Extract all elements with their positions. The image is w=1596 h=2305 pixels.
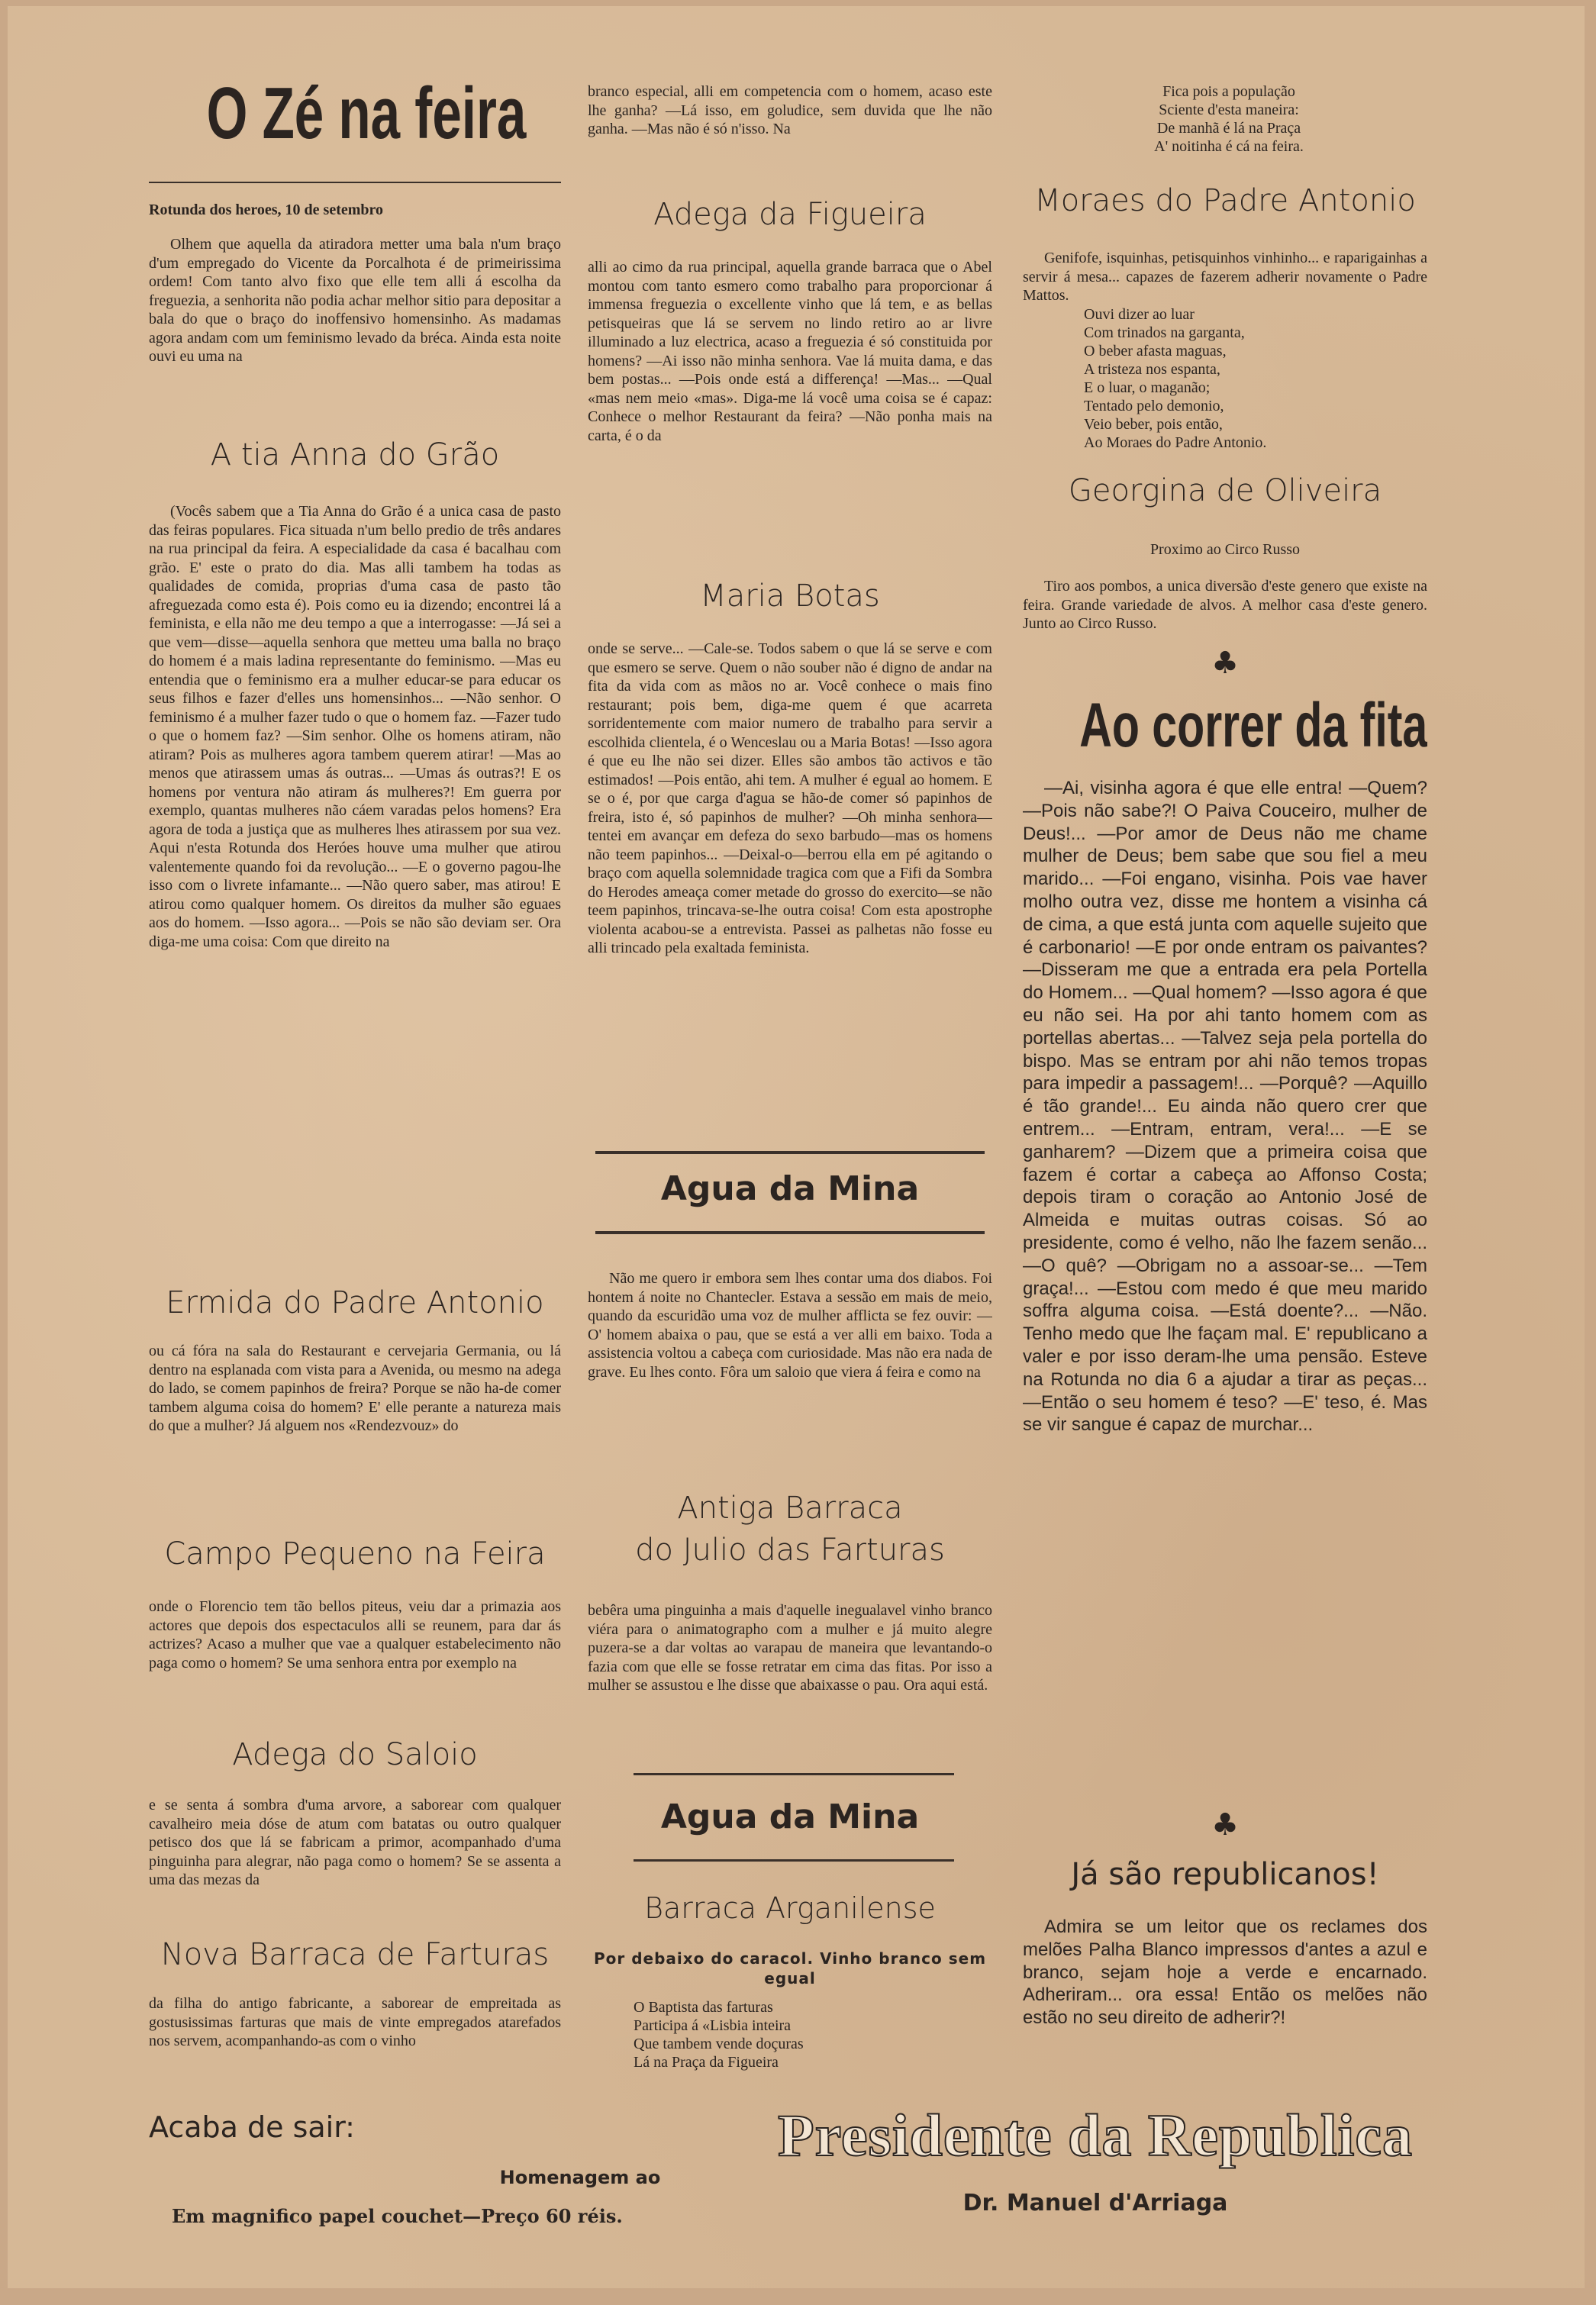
section-title-ermida: Ermida do Padre Antonio [166, 1285, 544, 1320]
section-title-barraca-arganilense: Barraca Arganilense [644, 1891, 936, 1925]
ad-agua-da-mina-2: Agua da Mina [660, 1797, 920, 1836]
section-text-nova-barraca: da filha do antigo fabricante, a saborear de empreitada as gostusissimas farturas que mais de vinte empregados atarefados nos servem, acompanhando-as com o vinho [149, 1995, 561, 2049]
section-title-campo-pequeno: Campo Pequeno na Feira [164, 1536, 546, 1572]
verse-line: Que tambem vende doçuras [634, 2036, 804, 2052]
club-ornament-icon: ♣ [1211, 646, 1239, 681]
section-title-moraes: Moraes do Padre Antonio [1034, 183, 1416, 218]
section-text-ao-correr-da-fita: —Ai, visinha agora é que elle entra! —Quem? —Pois não sabe?! O Paiva Couceiro, mulher de Deus!... —Por amor de Deus não me chame mulher de Deus; bem sabe que sou fiel a meu marido... —Foi engano, visinha. Pois vae haver molho outra vez, disse me hontem a visinha cá de cima, a que está junta com aquelle sujeito que é carbonario! —E por onde entram os paivantes? —Disseram me que a entrada era pela Portella do Homem... —Qual homem? —Isso agora é que eu não sei. Ha por ahi tanto homem com as portellas abertas... —Talvez seja pela portella do bispo. Mas se entram por ahi não temos tropas para impedir a passagem!... —Porquê? —Aquillo é tão grande!... Eu ainda não quero crer que entrem... —Entram, entram, vera!... —E se ganharem? —Dizem que a primeira coisa que fazem é cortar a cabeça ao Affonso Costa; depois tiram o coração ao Antonio José de Almeida e muitas outras coisas. Só ao presidente, como é velho, não lhe fazem senão... —O quê? —Obrigam no a assoar-se... —Tem graça!... —Estou com medo é que meu marido soffra alguma coisa. —Está doente?... —Não. Tenho medo que lhe façam mal. E' republicano a valer e por isso deram-lhe uma pensão. Esteve na Rotunda no dia 6 a ajudar a tirar as peças... —Então o seu homem é teso? —E' teso, é. Mas se vir sangue é capaz de murchar... [1023, 778, 1427, 1436]
verse-line: O beber afasta maguas, [1084, 343, 1227, 359]
ad2-rule-top [634, 1773, 954, 1775]
dateline: Rotunda dos heroes, 10 de setembro [149, 201, 384, 218]
ad2-rule-bottom [634, 1859, 954, 1862]
top-verse [1084, 82, 1374, 156]
intro-paragraph: Olhem que aquella da atiradora metter uma bala n'um braço d'um empregado do Vicente da Porcalhota é de primeirissima ordem! Com tanto alvo fixo que elle tem alli á escolha da freguezia, a senhorita não podia achar melhor sitio para depositar a bala do que o braço do inoffensivo homensinho. As madamas agora andam com um feminismo levado da bréca. Ainda esta noite ouvi eu uma na [149, 236, 561, 365]
section-title-ao-correr-da-fita: Ao correr da fita [1079, 691, 1427, 760]
verse-line: Participa á «Lisbia inteira [634, 2017, 792, 2034]
section-text-ja-sao-republicanos: Admira se um leitor que os reclames dos melões Palha Blanco impressos d'antes a azul e branco, sejam hoje a verde e encarnado. Adheriram... ora essa! Então os melões não estão no seu direito de adherir?! [1023, 1917, 1427, 2029]
verse-line: Ao Moraes do Padre Antonio. [1084, 434, 1267, 451]
verse-line: A' noitinha é cá na feira. [1154, 138, 1304, 155]
verse-line: Fica pois a população [1162, 83, 1295, 100]
section-title-nova-barraca: Nova Barraca de Farturas [160, 1937, 550, 1972]
section-title-antiga-barraca-2: do Julio das Farturas [635, 1533, 945, 1568]
section-title-maria-botas: Maria Botas [700, 579, 880, 614]
section-text-moraes: Genifofe, isquinhas, petisquinhos vinhinho... e raparigainhas a servir á mesa... capazes de fazerem adherir novamente o Padre Mattos. [1023, 250, 1427, 304]
verse-line: Com trinados na garganta, [1084, 324, 1245, 341]
ad-rule-bottom [595, 1231, 985, 1234]
newspaper-page [8, 6, 1585, 2288]
verse-line: Veio beber, pois então, [1084, 416, 1223, 433]
section-text-adega-saloio: e se senta á sombra d'uma arvore, a saborear com qualquer cavalheiro meia dóse de atum com batatas ou outro qualquer petisco dos que lá se fabricam a primor, acompanhado d'uma pinguinha para alegrar, não paga como o homem? Se se assenta a uma das mezas da [149, 1797, 561, 1888]
arganilense-subtitle: Por debaixo do caracol. Vinho branco sem egual [593, 1949, 987, 1987]
footer-manuel-arriaga: Dr. Manuel d'Arriaga [962, 2190, 1228, 2216]
ad-rule-top [595, 1151, 985, 1154]
masthead-title: O Zé na feira [206, 73, 527, 153]
section-text-campo-pequeno: onde o Florencio tem tão bellos piteus, veiu dar a primazia aos actores que depois dos espectaculos alli se reunem, para dar ás actrizes? Acaso a mulher que vae a qualquer estabelecimento não paga como o homem? Se uma senhora entra por exemplo na [149, 1598, 561, 1672]
masthead [149, 73, 561, 153]
section-title-antiga-barraca-1: Antiga Barraca [677, 1491, 903, 1526]
masthead-rule [149, 182, 561, 183]
verse-line: E o luar, o maganão; [1084, 379, 1211, 396]
section-text-adega-figueira: alli ao cimo da rua principal, aquella grande barraca que o Abel montou com tanto esmero como trabalho para proporcionar á immensa freguezia o excellente vinho que lá tem, e as bellas petisqueiras que lá se servem no lindo retiro ao ar livre illuminado a luz electrica, acaso a freguezia é só constituida por homens? —Ai isso não minha senhora. Vae lá muita dama, e das bem postas... —Pois onde está a differença! —Mas... —Qual «mas nem meio «mas». Diga-me lá você uma coisa se é capaz: Conhece o melhor Restaurant da feira? —Não ponha mais na carta, é o da [588, 259, 992, 444]
verse-line: A tristeza nos espanta, [1084, 361, 1220, 378]
georgina-subtitle: Proximo ao Circo Russo [1149, 541, 1301, 558]
section-title-ja-sao-republicanos: Já são republicanos! [1071, 1857, 1379, 1892]
ad-agua-da-mina-1: Agua da Mina [660, 1169, 920, 1208]
section-title-adega-figueira: Adega da Figueira [653, 197, 927, 232]
club-ornament-icon: ♣ [1211, 1807, 1239, 1842]
section-text-agua-mina: Não me quero ir embora sem lhes contar uma dos diabos. Foi hontem á noite no Chantecler. Estava a sessão em mais de meio, quando da escuridão uma voz de mulher afflicta se fez ouvir: —O' homem abaixa o pau, que se está a ver alli em baixo. Toda a assistencia voltou a cabeça com curiosidade. Mas não era nada de grave. Eu lhes conto. Fôra um saloio que viera á feira e como na [588, 1270, 992, 1381]
footer-presidente-da-republica: Presidente da Republica [778, 2102, 1413, 2168]
section-text-ermida: ou cá fóra na sala do Restaurant e cervejaria Germania, ou lá dentro na esplanada com vista para a Avenida, ou mesmo na adega do lado, se comem papinhos de freira? Porque se não ha-de comer tambem alguma coisa do homem? E' elle perante a natureza mais do que a mulher? Já alguem nos «Rendezvouz» do [149, 1343, 561, 1434]
section-title-tia-anna: A tia Anna do Grão [210, 437, 500, 472]
section-text-maria-botas: onde se serve... —Cale-se. Todos sabem o que lá se serve e com que esmero se serve. Quem o não souber não é digno de andar na fita da vida com as mãos no ar. Você conhece o mais fino restaurant; pois bem, diga-me quem é que acarreta sorridentemente com maior numero de trabalho para servir a escolhida clientela, é o Wenceslau ou a Maria Botas! —Isso agora é que eu lhe não sei dizer. Elles são ambos tão activos e tão estimados! —Pois então, ahi tem. A mulher é egual ao homem. E se o é, por que carga d'agua se hão-de comer só papinhos de freira, isto é, só papinhos de mulher? —Oh minha senhora—tentei em avançar em defeza do sexo barbudo—mas os homens não teem papinhos... —Deixal-o—berrou ella em pé agitando o braço com aquella solemnidade tragica com que a Fifi da Sombra do Herodes ameaça comer metade do grosso do exercito—se não teem papinhos, trincava-se-lhe outra coisa! Com esta apostrophe violenta acabou-se a entrevista. Passei as palhetas não fosse eu alli trincado pela exaltada feminista. [588, 640, 992, 956]
section-text-georgina: Tiro aos pombos, a unica diversão d'este genero que existe na feira. Grande variedade de alvos. A melhor casa d'este genero. Junto ao Circo Russo. [1023, 578, 1427, 632]
section-title-adega-saloio: Adega do Saloio [232, 1737, 478, 1772]
section-text-antiga-barraca: bebêra uma pinguinha a mais d'aquelle inegualavel vinho branco viéra para o animatographo com a mulher e já muito alegre puzera-se a dar voltas ao varapau de maneira que levantando-o fazia com que elle se fosse retratar em cima das fitas. Por isso a mulher se assustou e lhe disse que abaixasse o pau. Ora aqui está. [588, 1602, 992, 1694]
footer-acaba-de-sair: Acaba de sair: [149, 2110, 355, 2144]
verse-line: De manhã é lá na Praça [1156, 120, 1301, 137]
verse-line: O Baptista das farturas [634, 1999, 773, 2016]
section-title-georgina: Georgina de Oliveira [1068, 473, 1382, 508]
verse-line: Ouvi dizer ao luar [1084, 306, 1195, 323]
verse-line: Tentado pelo demonio, [1084, 398, 1224, 414]
verse-line: Sciente d'esta maneira: [1159, 102, 1299, 118]
section-text-continued: branco especial, alli em competencia com o homem, acaso este lhe ganha? —Lá isso, em goludice, sem duvida que lhe não ganha. —Mas não é só n'isso. Na [588, 83, 992, 137]
moraes-verse [1084, 305, 1374, 452]
arganilense-verse [634, 1998, 954, 2071]
fita-title-wrap [1023, 689, 1427, 762]
footer-homenagem: Homenagem ao [499, 2167, 661, 2188]
footer-papel-preco: Em magnifico papel couchet—Preço 60 réis. [172, 2205, 623, 2227]
section-text-tia-anna: (Vocês sabem que a Tia Anna do Grão é a unica casa de pasto das feiras populares. Fica situada n'um bello predio de três andares na rua principal da feira. A especialidade da casa é bacalhau com grão. E' este o prato do dia. Mas alli tambem ha todas as qualidades de comida, proprias d'uma casa de pasto tão afreguezada como esta é). Pois como eu ia dizendo; encontrei lá a feminista, e ella não me deu tempo a que a interrogasse: —Já sei a que vem—disse—aquella senhora que metteu uma balla no braço do homem é a mais ladina representante do feminismo. —Mas eu entendia que o feminismo era a mulher educar-se para educar os seus filhos e fazer d'elles uns homensinhos... —Não senhor. O feminismo é a mulher fazer tudo o que o homem faz. —Fazer tudo o que o homem faz? —Sim senhor. Olhe os homens atiram, não atiram? Pois as mulheres agora tambem querem atirar! —Mas ao menos que atirassem umas ás outras... —Umas ás outras?! E os homens por ventura não atiram ás mulheres?! Em guerra por exemplo, quantas mulheres não cáem varadas pelos homens? Era agora de toda a justiça que as mulheres lhes atirassem por sua vez. Aqui n'esta Rotunda dos Heróes houve uma mulher que atirou valentemente quando foi da revolução... —E o governo pagou-lhe isso com o livrete infamante... —Não quero saber, mas atirou! E atirou como qualquer homem. Os direitos da mulher são eguaes aos do homem. —Isso agora... —Pois se não são deviam ser. Ora diga-me uma coisa: Com que direito na [149, 503, 561, 950]
verse-line: Lá na Praça da Figueira [634, 2054, 779, 2071]
